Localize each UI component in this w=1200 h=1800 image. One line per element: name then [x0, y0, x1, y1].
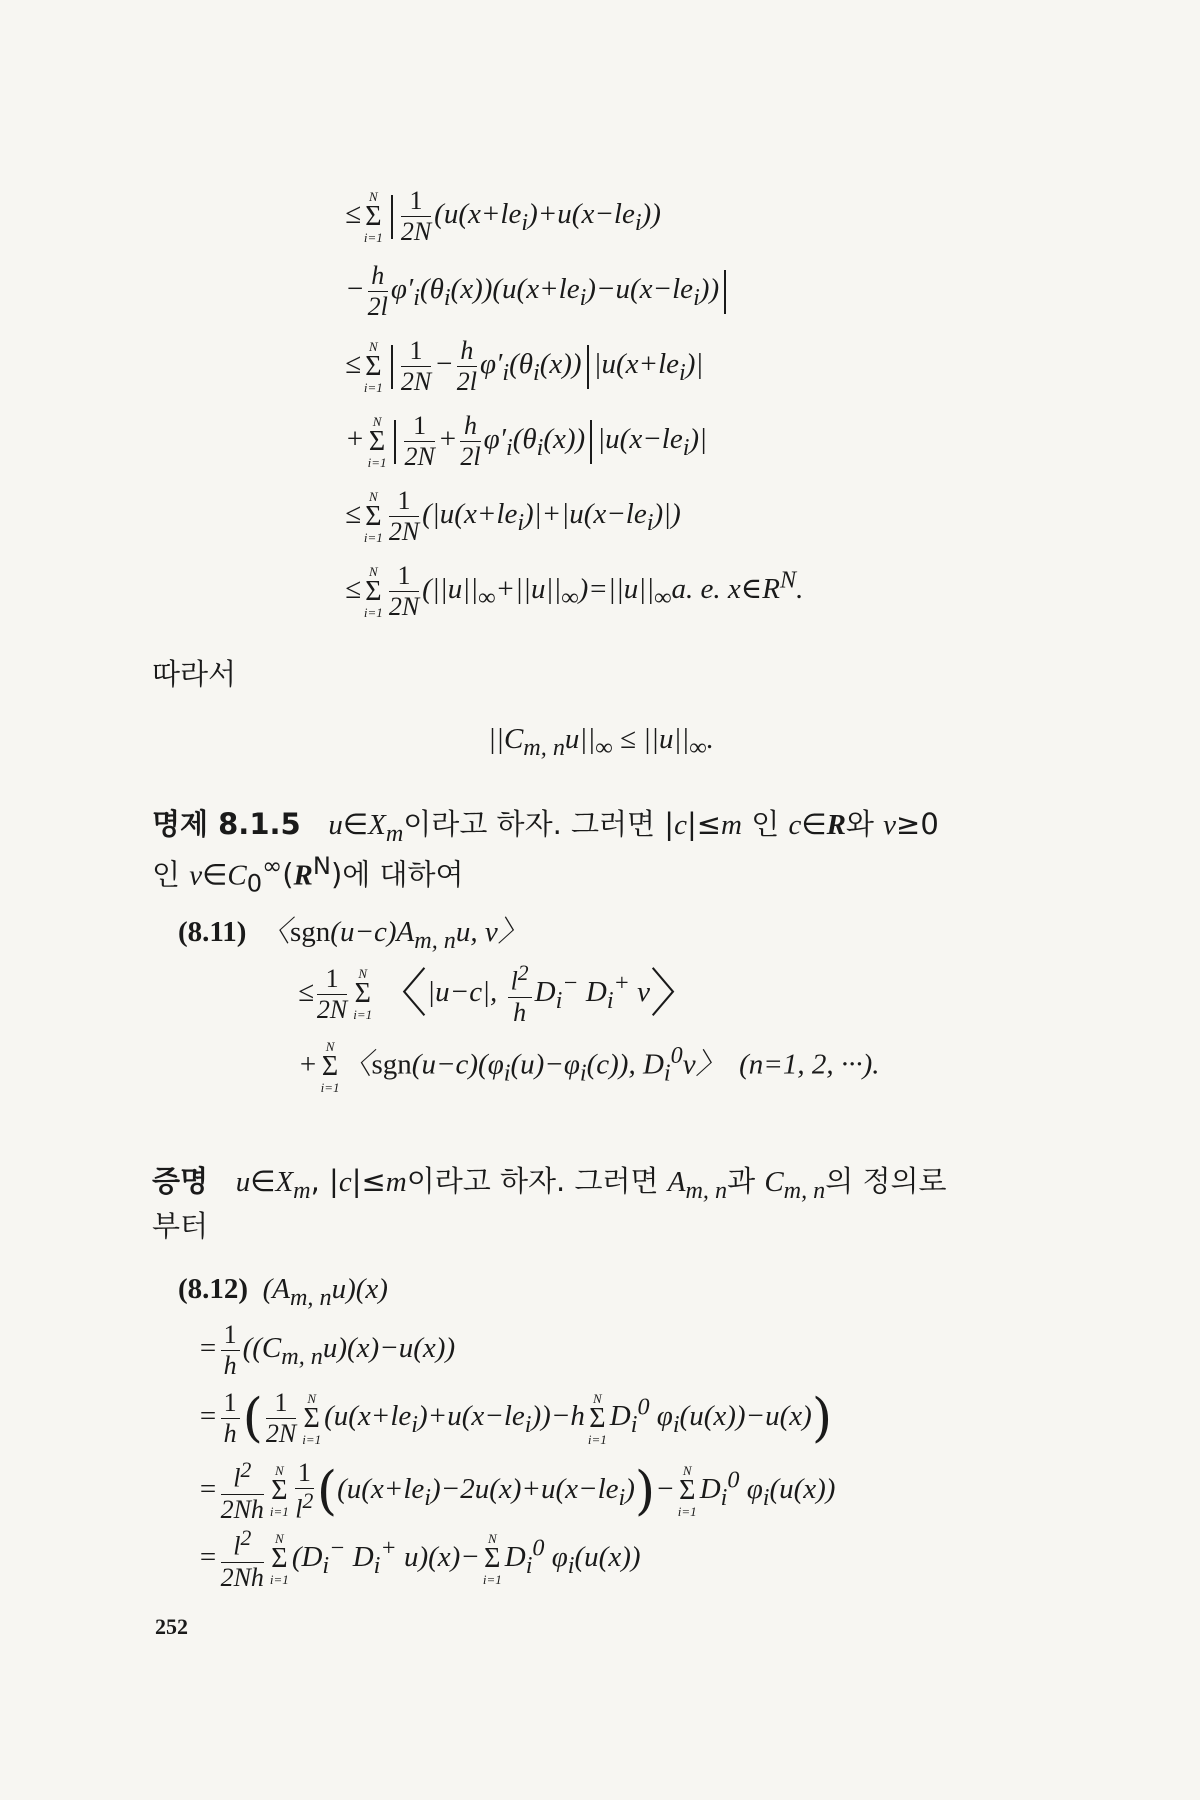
page-number: 252	[155, 1614, 188, 1639]
eq-8-11-label: (8.11)	[178, 916, 247, 948]
eq-8-12-line-2: = $\frac{1}{h}$ $((C_{m, n}u)(x)-u(x))$	[198, 1320, 456, 1380]
eq-8-11-line-1: (8.11) 〈$sgn(u-c)A_{m, n}u$, v〉	[178, 916, 527, 954]
eq-8-12-line-5: = $\frac{l^2}{2Nh}$ N Σ i=1 ($D_i^-$ $D_i^+$ u)(x)− N Σ i=1 $D_i^0$ $\varphi_i(u(x))$	[198, 1526, 641, 1592]
eq-8-12-line-4: = $\frac{l^2}{2Nh}$ N Σ i=1 $\frac{1}{l^2}$ ($(u(x+le_i)-2u(x)+u(x-le_i))-$ N Σ i=1 $D_i^0$ $\varphi_i(u(x))$	[198, 1458, 836, 1524]
norm-inequality: $||C_{m, n}u||_\infty \le ||u||_\infty$.	[488, 723, 714, 761]
proof-label: 증명	[152, 1164, 209, 1198]
eq-8-11-line-3: + N Σ i=1 〈$sgn(u-c)(\varphi_i(u)-\varphi_i(c))$, $D_i^0v$〉 (n=1, 2, ···).	[298, 1039, 880, 1095]
math-line-3: ≤ N Σ i=1 $\frac{1}{2N}$ − $\frac{h}{2l}$ $\varphi'_i(\theta_i(x))$ $|u(x+le_i)|$	[345, 336, 704, 396]
proof-line-1: 증명 $u\in X_m$, |c|≤m이라고 하자. 그러면 $A_{m, n}$과 $C_{m, n}$의 정의로	[152, 1164, 947, 1204]
proposition-line-2: 인 $v\in C_0^\infty(R^N)$에 대하여	[152, 852, 464, 898]
math-line-2: − $\frac{h}{2l}$ $\varphi'_i(\theta_i(x))(u(x+le_i)-u(x-le_i))$	[345, 263, 731, 320]
math-line-1: ≤ N Σ i=1 $\frac{1}{2N}$ $(u(x+le_i)+u(x-le_i))$	[345, 186, 661, 246]
eq-8-12-line-1: (8.12) $(A_{m, n}u)(x)$	[178, 1273, 388, 1311]
proposition-line-1: 명제 8.1.5 $u\in X_m$이라고 하자. 그러면 |c|≤m 인 c∈R와 v≥0	[152, 807, 939, 847]
math-line-4: + N Σ i=1 $\frac{1}{2N}$ + $\frac{h}{2l}$ $\varphi'_i(\theta_i(x))$ $|u(x-le_i)|$	[345, 411, 708, 471]
ae-text: a. e. x∈R	[671, 573, 780, 606]
proposition-label: 명제 8.1.5	[152, 807, 301, 841]
eq-8-11-tail: (n=1, 2, ···).	[739, 1048, 880, 1081]
eq-8-12-line-3: = $\frac{1}{h}$ ( $\frac{1}{2N}$ N Σ i=1 $(u(x+le_i)+u(x-le_i))-h$ N Σ i=1 $D_i^0$ $\varphi_i(u(x))-u(x)$)	[198, 1388, 833, 1449]
math-line-6: ≤ N Σ i=1 $\frac{1}{2N}$ $(||u||_\infty+||u||_\infty)=||u||_\infty a$. e. $x\in R^N$.	[345, 561, 804, 621]
eq-8-11-line-2: ≤ $\frac{1}{2N}$ N Σ i=1 〈|u−c|, $\frac{l^2}{h}$ $D_i^-$ $D_i^+$ v〉	[298, 961, 702, 1027]
proof-line-2: 부터	[152, 1209, 209, 1243]
eq-8-12-label: (8.12)	[178, 1273, 249, 1305]
therefore-text: 따라서	[152, 657, 237, 691]
math-line-5: ≤ N Σ i=1 $\frac{1}{2N}$ $(|u(x+le_i)|+|u(x-le_i)|)$	[345, 486, 681, 546]
